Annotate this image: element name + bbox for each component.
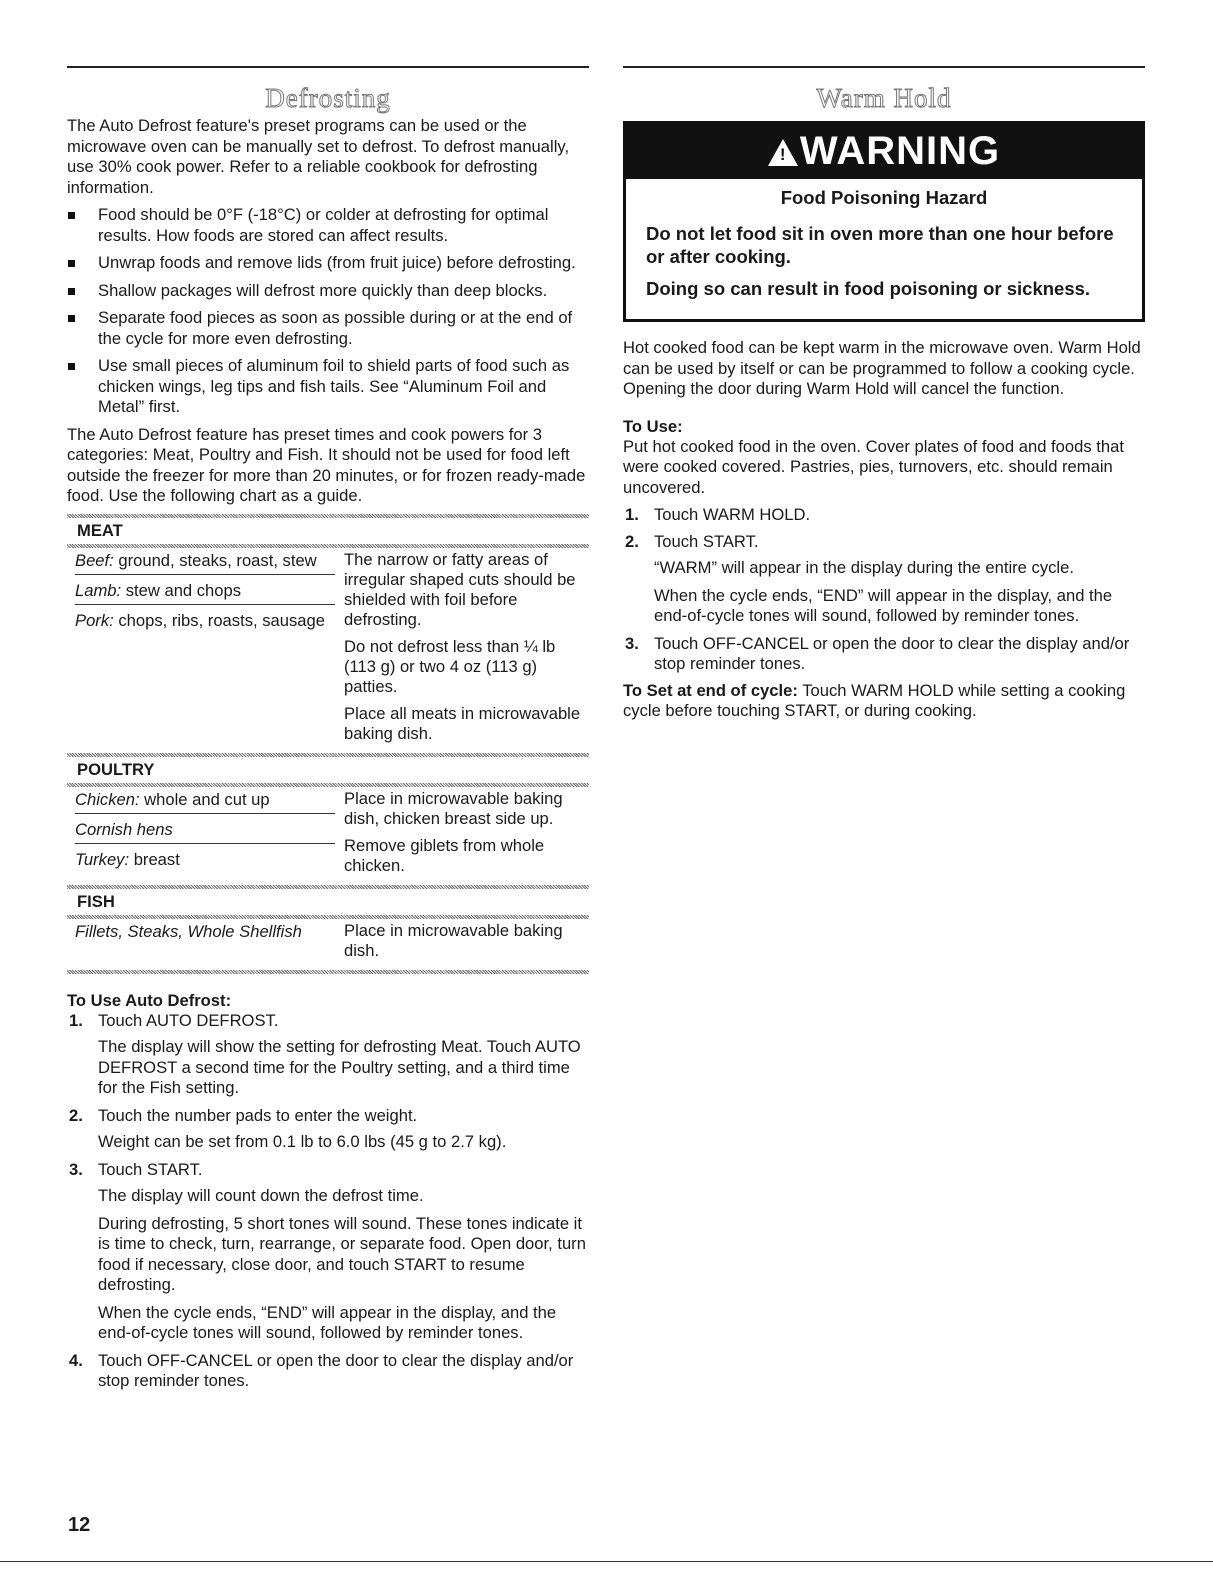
bullet-item: Shallow packages will defrost more quickly than deep blocks. (67, 281, 589, 302)
bullet-item: Unwrap foods and remove lids (from fruit juice) before defrosting. (67, 253, 589, 274)
instruction-text: Place in microwavable baking dish. (344, 920, 563, 960)
food-item: Beef: ground, steaks, roast, stew (75, 550, 335, 575)
warning-subtitle: Food Poisoning Hazard (780, 187, 988, 208)
bullet-square-icon (68, 363, 75, 370)
defrosting-section (67, 66, 589, 1398)
warning-text: Doing so can result in food poisoning or sickness. (646, 278, 1091, 299)
food-column (67, 921, 335, 968)
bottom-rule (0, 1561, 1213, 1562)
warning-body (626, 179, 1142, 319)
end-of-cycle-text: To Set at end of cycle: Touch WARM HOLD while setting a cooking cycle before touching START, or during cooking. (623, 680, 1126, 720)
chart-divider (67, 915, 589, 919)
chart-heading-fish: FISH (77, 891, 115, 911)
chart-intro: The Auto Defrost feature has preset times and cook powers for 3 categories: Meat, Poultry and Fish. It should not be used for food left outside the freezer for more than 20 minutes, or for frozen ready-made food. Use the following chart as a guide. (67, 424, 586, 505)
instruction-text: Place in microwavable baking dish, chicken breast side up. (344, 788, 563, 828)
chart-divider (67, 783, 589, 787)
chart-divider (67, 544, 589, 548)
step-item: 3. Touch START. (69, 1159, 203, 1179)
instruction-text: The narrow or fatty areas of irregular shaped cuts should be shielded with foil before defrosting. (344, 549, 576, 629)
instruction-column (335, 550, 589, 751)
food-column (67, 550, 335, 751)
warning-label: WARNING (799, 129, 1001, 173)
step-item: 1. Touch AUTO DEFROST. (69, 1010, 279, 1030)
auto-defrost-heading: To Use Auto Defrost: (67, 990, 232, 1010)
bullet-item: Separate food pieces as soon as possible during or at the end of the cycle for more even defrosting. (67, 308, 589, 349)
step-item: 1. Touch WARM HOLD. (625, 505, 811, 524)
defrost-intro: The Auto Defrost feature's preset programs can be used or the microwave oven can be manually set to defrost. To defrost manually, use 30% cook power. Refer to a reliable cookbook for defrosting information. (67, 116, 570, 197)
instruction-column (335, 789, 589, 883)
step-note: During defrosting, 5 short tones will sound. These tones indicate it is time to check, turn, rearrange, or separate food. Open door, turn food if necessary, close door, and touch START to resume defrosting. (98, 1213, 586, 1294)
chart-divider (67, 753, 589, 757)
section-title: Warm Hold (816, 83, 952, 113)
to-use-heading: To Use: (623, 416, 683, 436)
chart-divider (67, 885, 589, 889)
bullet-item: Use small pieces of aluminum foil to shield parts of food such as chicken wings, leg tips and fish tails. See “Aluminum Foil and Metal” first. (67, 356, 589, 418)
warm-hold-intro: Hot cooked food can be kept warm in the microwave oven. Warm Hold can be used by itself or can be programmed to follow a cooking cycle. Opening the door during Warm Hold will cancel the function. (623, 338, 1141, 398)
food-item: Lamb: stew and chops (75, 580, 335, 605)
bullet-item: Food should be 0°F (-18°C) or colder at defrosting for optimal results. How foods are stored can affect results. (67, 205, 589, 246)
warning-box (623, 121, 1145, 322)
chart-heading-poultry: POULTRY (77, 759, 155, 779)
step-note: The display will count down the defrost time. (98, 1186, 424, 1205)
section-title: Defrosting (265, 83, 391, 113)
food-item: Cornish hens (75, 819, 335, 844)
step-item: 2. Touch START. (625, 531, 759, 551)
poultry-table (67, 789, 589, 883)
page-number: 12 (68, 1514, 91, 1536)
step-note: The display will show the setting for defrosting Meat. Touch AUTO DEFROST a second time for the Poultry setting, and a third time for the Fish setting. (98, 1037, 581, 1097)
section-rule (67, 66, 589, 68)
warning-header (626, 124, 1142, 179)
chart-heading-meat: MEAT (77, 520, 123, 540)
bullet-square-icon (68, 288, 75, 295)
bullet-square-icon (68, 315, 75, 322)
chart-divider (67, 514, 589, 518)
instruction-text: Place all meats in microwavable baking dish. (344, 703, 581, 743)
defrost-chart (67, 514, 589, 974)
food-item: Pork: chops, ribs, roasts, sausage (75, 610, 325, 630)
chart-divider (67, 970, 589, 974)
fish-table (67, 921, 589, 968)
to-use-text: Put hot cooked food in the oven. Cover plates of food and foods that were cooked covered. Pastries, pies, turnovers, etc. should remain uncovered. (623, 436, 1124, 497)
food-item: Turkey: breast (75, 849, 180, 869)
food-column (67, 789, 335, 883)
instruction-text: Remove giblets from whole chicken. (344, 835, 545, 875)
step-note: “WARM” will appear in the display during the entire cycle. (654, 558, 1074, 577)
step-item: 3. Touch OFF-CANCEL or open the door to clear the display and/or stop reminder tones. (625, 633, 1130, 673)
food-item: Fillets, Steaks, Whole Shellfish (75, 921, 302, 941)
food-item: Chicken: whole and cut up (75, 789, 335, 814)
step-item: 2. Touch the number pads to enter the weight. (69, 1105, 418, 1125)
step-note: Weight can be set from 0.1 lb to 6.0 lbs (45 g to 2.7 kg). (98, 1132, 507, 1151)
step-note: When the cycle ends, “END” will appear in the display, and the end-of-cycle tones will sound, followed by reminder tones. (654, 585, 1113, 625)
meat-table (67, 550, 589, 751)
step-note: When the cycle ends, “END” will appear in the display, and the end-of-cycle tones will sound, followed by reminder tones. (98, 1302, 557, 1342)
warning-text: Do not let food sit in oven more than one hour before or after cooking. (646, 223, 1114, 267)
section-rule (623, 66, 1145, 68)
instruction-column (335, 921, 589, 968)
warning-triangle-icon: ! (768, 139, 798, 166)
bullet-square-icon (68, 260, 75, 267)
step-item: 4. Touch OFF-CANCEL or open the door to clear the display and/or stop reminder tones. (69, 1350, 574, 1390)
bullet-square-icon (68, 212, 75, 219)
instruction-text: Do not defrost less than ¼ lb (113 g) or two 4 oz (113 g) patties. (344, 636, 556, 696)
warm-hold-section (623, 66, 1145, 729)
